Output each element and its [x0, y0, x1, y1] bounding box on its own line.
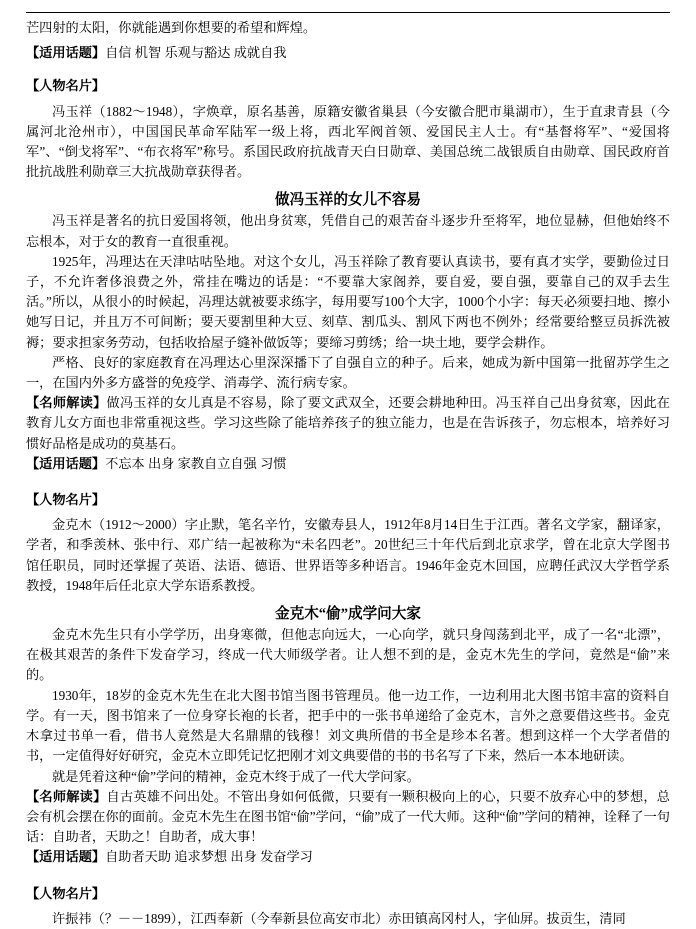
paragraph: 金克木先生只有小学学历，出身寒微，但他志向远大，一心向学，就只身闯荡到北平，成了一名“北漂”，在极其艰苦的条件下发奋学习，终成一代大师级学者。让人想不到的是，金克木先生的学问，竟然是“偷”来的。: [26, 627, 670, 683]
paragraph: 严格、良好的家庭教育在冯理达心里深深播下了自强自立的种子。后来，她成为新中国第一批留苏学生之一，在国内外多方盛誉的免疫学、消毒学、流行病专家。: [26, 354, 670, 391]
topic-tag-line: [26, 847, 670, 867]
tag-value: 做冯玉祥的女儿真是不容易，除了要文武双全，还要会耕地种田。冯玉祥自己出身贫寒，因此在教育儿女方面也非常重视这些。学习这些除了能培养孩子的独立能力，也是在告诉孩子，勿忘根本，培养好习惯好品格是成功的莫基石。: [26, 395, 670, 451]
paragraph: 1930年，18岁的金克木先生在北大图书馆当图书管理员。他一边工作，一边利用北大图书馆丰富的资料自学。有一天，图书馆来了一位身穿长袍的长者，把手中的一张书单递给了金克木，言外之意要借这些书。金克木拿过书单一看，借书人竟然是大名鼎鼎的钱穆！刘文典所借的书全是珍本名著。想到这样一个大学者借的书，一定值得好好研究，金克木立即凭记忆把刚才刘文典要借的书的书名写了下来，然后一本本地研读。: [26, 687, 670, 764]
tag-label: 【适用话题】: [26, 455, 106, 471]
document-body: [26, 0, 670, 929]
teacher-note-line: [26, 393, 670, 454]
profile-card-heading: 【人物名片】: [26, 885, 106, 901]
paragraph: 冯玉祥是著名的抗日爱国将领，他出身贫寒，凭借自己的艰苦奋斗逐步升至将军，地位显赫，但他始终不忘根本，对于女的教育一直很重视。: [26, 213, 670, 249]
tag-label: 【适用话题】: [26, 849, 106, 865]
section-gap: [26, 868, 670, 884]
page-top-divider: [26, 12, 670, 13]
tag-label: 【适用话题】: [26, 45, 106, 61]
profile-card-heading: 【人物名片】: [26, 78, 106, 94]
section-gap: [26, 474, 670, 490]
tag-value: 自助者天助 追求梦想 出身 发奋学习: [105, 849, 313, 865]
paragraph: 许振祎（？－－1899），江西奉新（今奉新县位高安市北）赤田镇高冈村人，字仙屏。拔贡生，清同: [52, 910, 626, 926]
topic-tag-line: [26, 454, 670, 474]
paragraph: 1925年，冯理达在天津咕咕坠地。对这个女儿，冯玉祥除了教育要认真读书，要有真才实学，要勤俭过日子，不允许奢侈浪费之外，常挂在嘴边的话是：“不要靠大家阁养，要自爱，要自强，要靠自己的双手去生活。”所以，从很小的时候起，冯理达就被要求练字，每用要写100个大字，1000个小字：每天必须要扫地、擦小她写日记，并且万不可间断；要天要割里种大豆、刻草、割瓜头、割风下两也不例外；经常要给整豆员拆洗被褥；要求担家务劳动，包括收拾屋子缝补做饭等；要缔习剪绣；给一块土地，要学会耕作。: [26, 253, 670, 350]
tag-value: 自信 机智 乐观与豁达 成就自我: [105, 45, 287, 61]
paragraph: 金克木（1912～2000）字止默，笔名辛竹，安徽寿县人，1912年8月14日生于江西。著名文学家，翻译家，学者，和季羡林、张中行、邓广结一起被称为“未名四老”。20世纪三十年代后到北京求学，曾在北京大学图书馆任职员，同时还掌握了英语、法语、德语、世界语等多种语言。1946年金克木回国，应聘任武汉大学哲学系教授，1948年后任北京大学东语系教授。: [26, 517, 670, 593]
section-gap: [26, 596, 670, 603]
tag-value: 不忘本 出身 家教自立自强 习惯: [105, 455, 287, 471]
article-title: 做冯玉祥的女儿不容易: [275, 192, 421, 209]
profile-card-heading: 【人物名片】: [26, 492, 106, 508]
tag-label: 【名师解读】: [26, 788, 107, 804]
paragraph: 就是凭着这种“偷”学问的精神，金克木终于成了一代大学问家。: [52, 768, 420, 784]
topic-tag-line: [26, 43, 670, 63]
tag-value: 自古英雄不问出处。不管出身如何低微，只要有一颗积极向上的心，只要不放弃心中的梦想，总会有机会摆在你的面前。金克木先生在图书馆“偷”学问，“偷”成了一代大师。这种“偷”学问的精神，诠释了一句话：自助者，天助之！自助者，成大事！: [26, 788, 670, 845]
section-gap: [26, 63, 670, 76]
article-title: 金克木“偷”成学问大家: [275, 606, 421, 623]
section-gap: [26, 182, 670, 189]
paragraph: 芒四射的太阳，你就能遇到你想要的希望和辉煌。: [26, 20, 317, 35]
paragraph: 冯玉祥（1882～1948），字焕章，原名基善，原籍安徽省巢县（今安徽合肥市巢湖市），生于直隶青县（今属河北沧州市），中国国民革命军陆军一级上将，西北军阀首领、爱国民主人士。有“基督将军”、“爱国将军”、“倒戈将军”、“布衣将军”称号。系国民政府抗战青天白日勋章、美国总统二战银质自由勋章、国民政府首批抗战胜利勋章三大抗战勋章获得者。: [26, 103, 670, 180]
tag-label: 【名师解读】: [26, 395, 107, 411]
teacher-note-line: [26, 787, 670, 848]
